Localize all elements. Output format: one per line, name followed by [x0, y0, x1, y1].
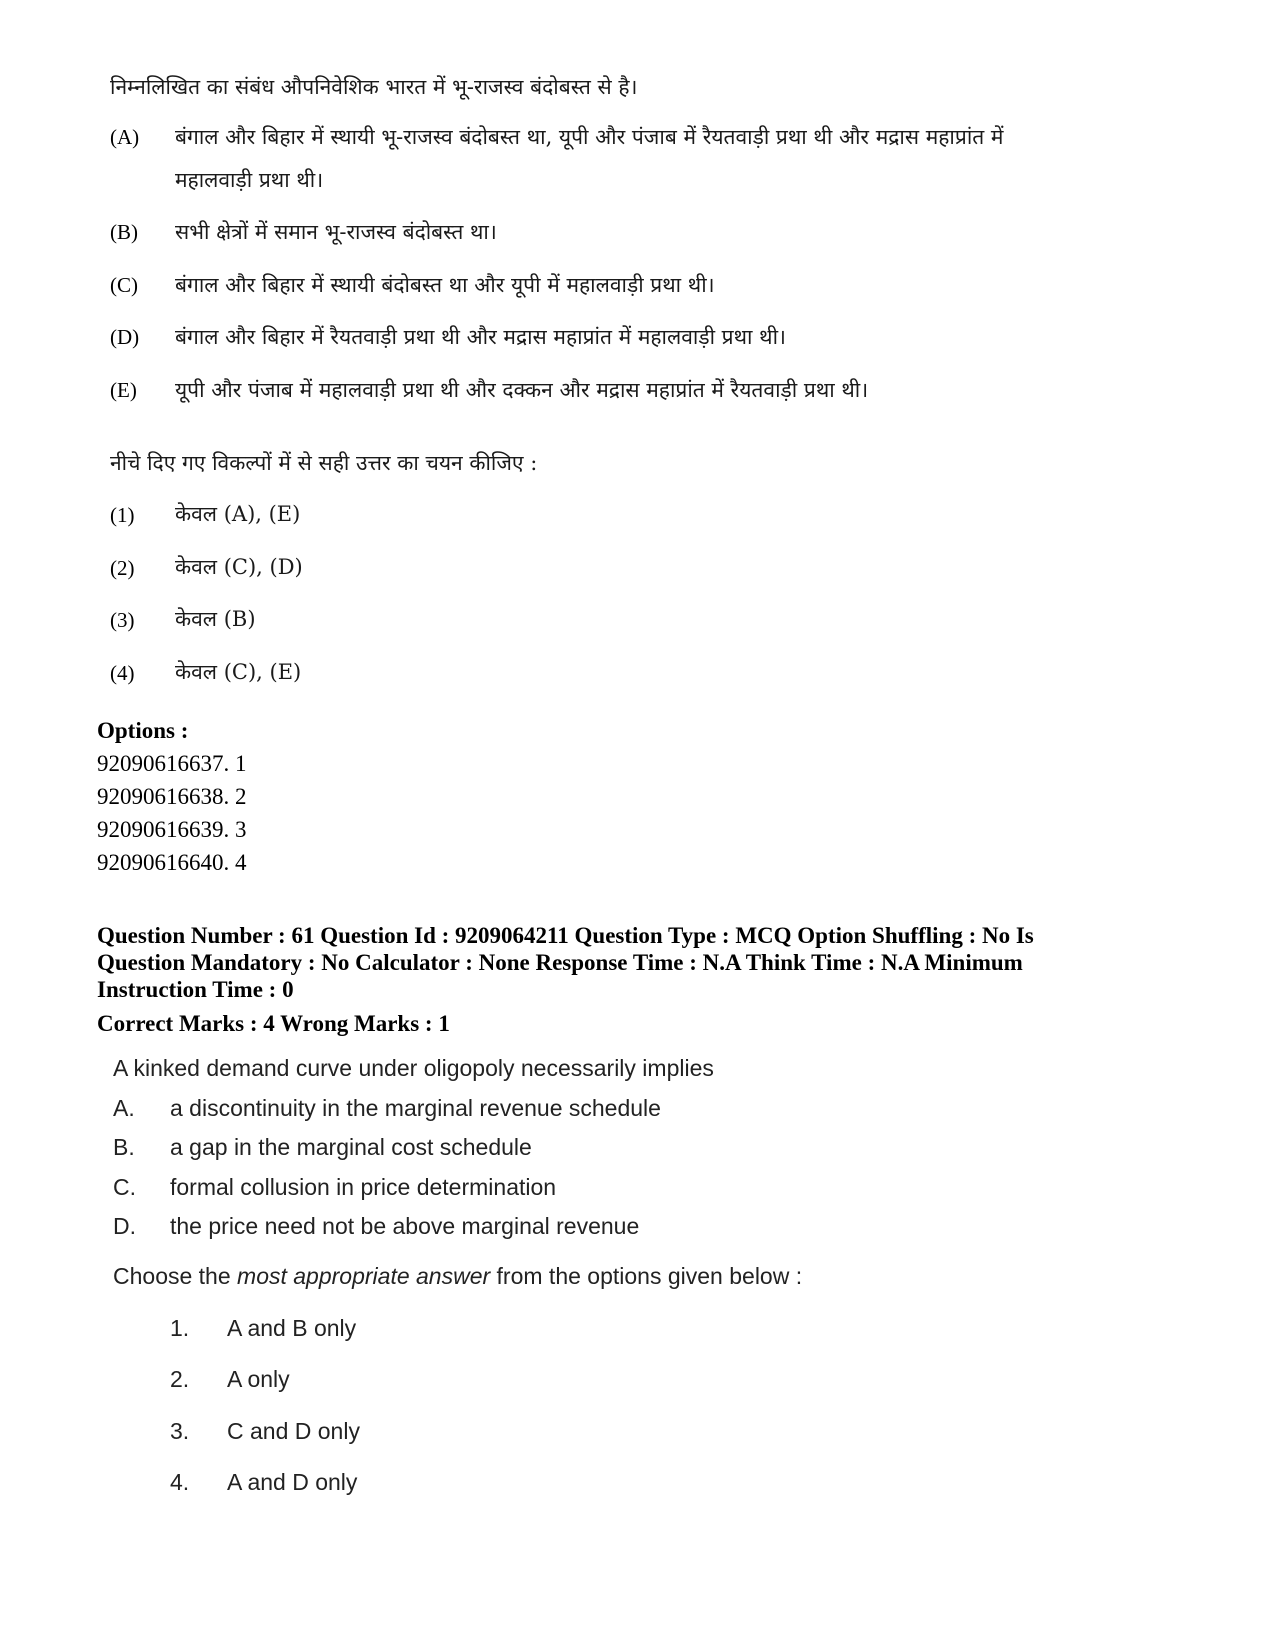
q60-statement-d-marker: (D) [110, 325, 140, 349]
q61-meta-line-3: Instruction Time : 0 [97, 977, 294, 1002]
q61-meta-line-2: Question Mandatory : No Calculator : None Response Time : N.A Think Time : N.A Minimum [97, 950, 1023, 975]
q61-choice-4-text: A and D only [227, 1469, 358, 1495]
q60-choice-4-num: (4) [110, 661, 135, 685]
q60-choice-1-num: (1) [110, 503, 135, 527]
q60-statement-e-text: यूपी और पंजाब में महालवाड़ी प्रथा थी और दक्कन और मद्रास महाप्रांत में रैयतवाड़ी प्रथा थी। [175, 378, 869, 402]
q61-statement-d-marker: D. [113, 1213, 136, 1239]
q60-statement-a-text: बंगाल और बिहार में स्थायी भू-राजस्व बंदोबस्त था, यूपी और पंजाब में रैयतवाड़ी प्रथा थी और मद्रास महाप्रांत में [175, 125, 1004, 149]
q60-statement-e-marker: (E) [110, 378, 137, 402]
q60-choice-4-text: केवल (C), (E) [175, 660, 302, 684]
q61-meta-line-1: Question Number : 61 Question Id : 9209064211 Question Type : MCQ Option Shuffling : No Is [97, 923, 1034, 948]
option-row: 92090616637. 1 [97, 751, 247, 776]
q61-choice-2-num: 2. [170, 1366, 190, 1392]
q60-statement-c-marker: (C) [110, 273, 138, 297]
option-row: 92090616640. 4 [97, 850, 247, 875]
q61-statement-a-text: a discontinuity in the marginal revenue schedule [170, 1095, 661, 1121]
q60-choice-3-text: केवल (B) [175, 607, 256, 631]
q60-choice-1-text: केवल (A), (E) [175, 502, 301, 526]
q60-statement-b-text: सभी क्षेत्रों में समान भू-राजस्व बंदोबस्त था। [175, 220, 497, 244]
q60-statement-c-text: बंगाल और बिहार में स्थायी बंदोबस्त था और यूपी में महालवाड़ी प्रथा थी। [175, 273, 715, 297]
q60-statement-b-marker: (B) [110, 220, 138, 244]
q61-statement-d-text: the price need not be above marginal revenue [170, 1213, 640, 1239]
q61-statement-a-marker: A. [113, 1095, 135, 1121]
q61-choose-suffix: from the options given below : [490, 1263, 803, 1289]
q61-choice-3-num: 3. [170, 1418, 190, 1444]
q60-statement-d-text: बंगाल और बिहार में रैयतवाड़ी प्रथा थी और मद्रास महाप्रांत में महालवाड़ी प्रथा थी। [175, 325, 786, 349]
q60-intro: निम्नलिखित का संबंध औपनिवेशिक भारत में भू-राजस्व बंदोबस्त से है। [110, 75, 638, 99]
q61-choose-emphasis: most appropriate answer [237, 1263, 491, 1289]
q61-choice-1-num: 1. [170, 1315, 190, 1341]
q61-statement-c-text: formal collusion in price determination [170, 1174, 557, 1200]
q60-statement-a-text-cont: महालवाड़ी प्रथा थी। [175, 168, 324, 192]
options-label: Options : [97, 718, 189, 743]
q61-choose-prompt [113, 1263, 802, 1290]
q61-choice-2-text: A only [227, 1366, 290, 1392]
q61-marks-line: Correct Marks : 4 Wrong Marks : 1 [97, 1011, 450, 1036]
q61-statement-b-marker: B. [113, 1134, 135, 1160]
option-row: 92090616638. 2 [97, 784, 247, 809]
q60-choice-2-text: केवल (C), (D) [175, 555, 303, 579]
option-row: 92090616639. 3 [97, 817, 247, 842]
q61-choice-1-text: A and B only [227, 1315, 357, 1341]
q61-choose-prefix: Choose the [113, 1263, 238, 1289]
q60-choice-2-num: (2) [110, 556, 135, 580]
q61-choice-3-text: C and D only [227, 1418, 360, 1444]
q61-statement-c-marker: C. [113, 1174, 136, 1200]
q61-statement-b-text: a gap in the marginal cost schedule [170, 1134, 532, 1160]
q60-choose-prompt: नीचे दिए गए विकल्पों में से सही उत्तर का चयन कीजिए : [110, 451, 538, 475]
q60-choice-3-num: (3) [110, 608, 135, 632]
q60-statement-a-marker: (A) [110, 125, 140, 149]
q61-stem: A kinked demand curve under oligopoly necessarily implies [113, 1055, 714, 1081]
q61-choice-4-num: 4. [170, 1469, 190, 1495]
